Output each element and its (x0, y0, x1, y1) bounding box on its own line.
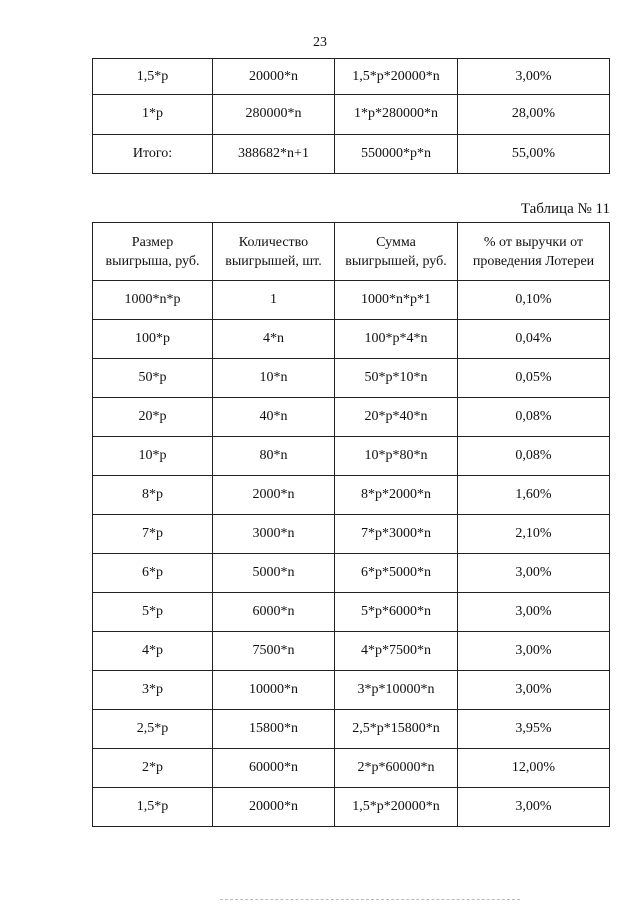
table-cell: 55,00% (458, 134, 610, 174)
column-header-revenue-percent (458, 223, 610, 281)
table-cell: 40*n (213, 398, 335, 437)
table-cell: 1,5*р*20000*n (335, 788, 458, 827)
table-row (93, 671, 610, 710)
table-row (93, 710, 610, 749)
prize-table-continuation (92, 58, 610, 174)
table-cell: 2,10% (458, 515, 610, 554)
table-cell: 6000*n (213, 593, 335, 632)
table-row (93, 95, 610, 135)
table-caption: Таблица № 11 (520, 201, 610, 217)
table-cell: 1*р (93, 95, 213, 135)
scan-edge-line (220, 899, 520, 900)
table-cell: 60000*n (213, 749, 335, 788)
table-cell: 1000*n*р (93, 281, 213, 320)
total-row (93, 134, 610, 174)
table-cell: 100*р (93, 320, 213, 359)
table-cell: 388682*n+1 (213, 134, 335, 174)
table-cell: 3,00% (458, 671, 610, 710)
table-cell: 4*р*7500*n (335, 632, 458, 671)
table-row (93, 359, 610, 398)
table-cell: 3*р*10000*n (335, 671, 458, 710)
table-cell: 1,5*р (93, 788, 213, 827)
table-cell: 550000*р*n (335, 134, 458, 174)
table-cell: 3*р (93, 671, 213, 710)
header-line: выигрыша, руб. (105, 253, 200, 269)
table-row (93, 59, 610, 95)
header-line: % от выручки от (483, 234, 584, 250)
table-cell: 5000*n (213, 554, 335, 593)
table-cell: 1,5*р (93, 59, 213, 95)
table-cell: 6*р (93, 554, 213, 593)
table-cell: 5*р*6000*n (335, 593, 458, 632)
table-cell: 2,5*р (93, 710, 213, 749)
table-row (93, 593, 610, 632)
header-line: проведения Лотереи (472, 253, 595, 269)
table-cell: 7*р*3000*n (335, 515, 458, 554)
header-line: Размер (131, 234, 174, 250)
table-cell: 0,08% (458, 437, 610, 476)
table-cell: 20*р (93, 398, 213, 437)
table-cell: 2000*n (213, 476, 335, 515)
header-line: выигрышей, руб. (345, 253, 447, 269)
table-cell: 3,00% (458, 632, 610, 671)
table-cell: 2*р*60000*n (335, 749, 458, 788)
table-cell: 10*р*80*n (335, 437, 458, 476)
table-cell: 0,05% (458, 359, 610, 398)
table-cell: 8*р (93, 476, 213, 515)
table-cell: 100*р*4*n (335, 320, 458, 359)
table-cell: 50*р*10*n (335, 359, 458, 398)
header-line: Сумма (376, 234, 416, 250)
table-cell: 10000*n (213, 671, 335, 710)
table-cell: 0,10% (458, 281, 610, 320)
table-cell: 0,08% (458, 398, 610, 437)
table-row (93, 788, 610, 827)
table-cell: 1,5*р*20000*n (335, 59, 458, 95)
table-cell: 3,95% (458, 710, 610, 749)
table-header-row (93, 223, 610, 281)
table-cell: 10*р (93, 437, 213, 476)
table-cell: 3,00% (458, 788, 610, 827)
table-cell: 280000*n (213, 95, 335, 135)
table-row (93, 320, 610, 359)
table-row (93, 515, 610, 554)
table-cell: 2,5*р*15800*n (335, 710, 458, 749)
table-row (93, 632, 610, 671)
table-cell: 8*р*2000*n (335, 476, 458, 515)
column-header-prize-count (213, 223, 335, 281)
table-cell: 0,04% (458, 320, 610, 359)
table-cell: 1000*n*р*1 (335, 281, 458, 320)
table-cell: 80*n (213, 437, 335, 476)
table-cell: 1 (213, 281, 335, 320)
table-cell: 7*р (93, 515, 213, 554)
prize-table (92, 222, 610, 827)
table-cell: 6*р*5000*n (335, 554, 458, 593)
table-cell: 12,00% (458, 749, 610, 788)
table-cell: 4*р (93, 632, 213, 671)
column-header-prize-sum (335, 223, 458, 281)
table-cell: 1*р*280000*n (335, 95, 458, 135)
table-cell: 3,00% (458, 554, 610, 593)
table-cell: 4*n (213, 320, 335, 359)
table-row (93, 554, 610, 593)
table-row (93, 398, 610, 437)
table-cell: Итого: (93, 134, 213, 174)
table-cell: 3,00% (458, 59, 610, 95)
table-cell: 7500*n (213, 632, 335, 671)
column-header-prize-size (93, 223, 213, 281)
table-cell: 20000*n (213, 788, 335, 827)
table-cell: 10*n (213, 359, 335, 398)
table-cell: 1,60% (458, 476, 610, 515)
table-cell: 2*р (93, 749, 213, 788)
header-line: выигрышей, шт. (225, 253, 322, 269)
table-cell: 3000*n (213, 515, 335, 554)
table-cell: 15800*n (213, 710, 335, 749)
table-cell: 5*р (93, 593, 213, 632)
header-line: Количество (238, 234, 309, 250)
table-row (93, 437, 610, 476)
table-row (93, 281, 610, 320)
table-cell: 20*р*40*n (335, 398, 458, 437)
table-cell: 50*р (93, 359, 213, 398)
table-row (93, 476, 610, 515)
table-cell: 28,00% (458, 95, 610, 135)
table-cell: 20000*n (213, 59, 335, 95)
table-row (93, 749, 610, 788)
table-cell: 3,00% (458, 593, 610, 632)
page-number: 23 (313, 35, 327, 50)
